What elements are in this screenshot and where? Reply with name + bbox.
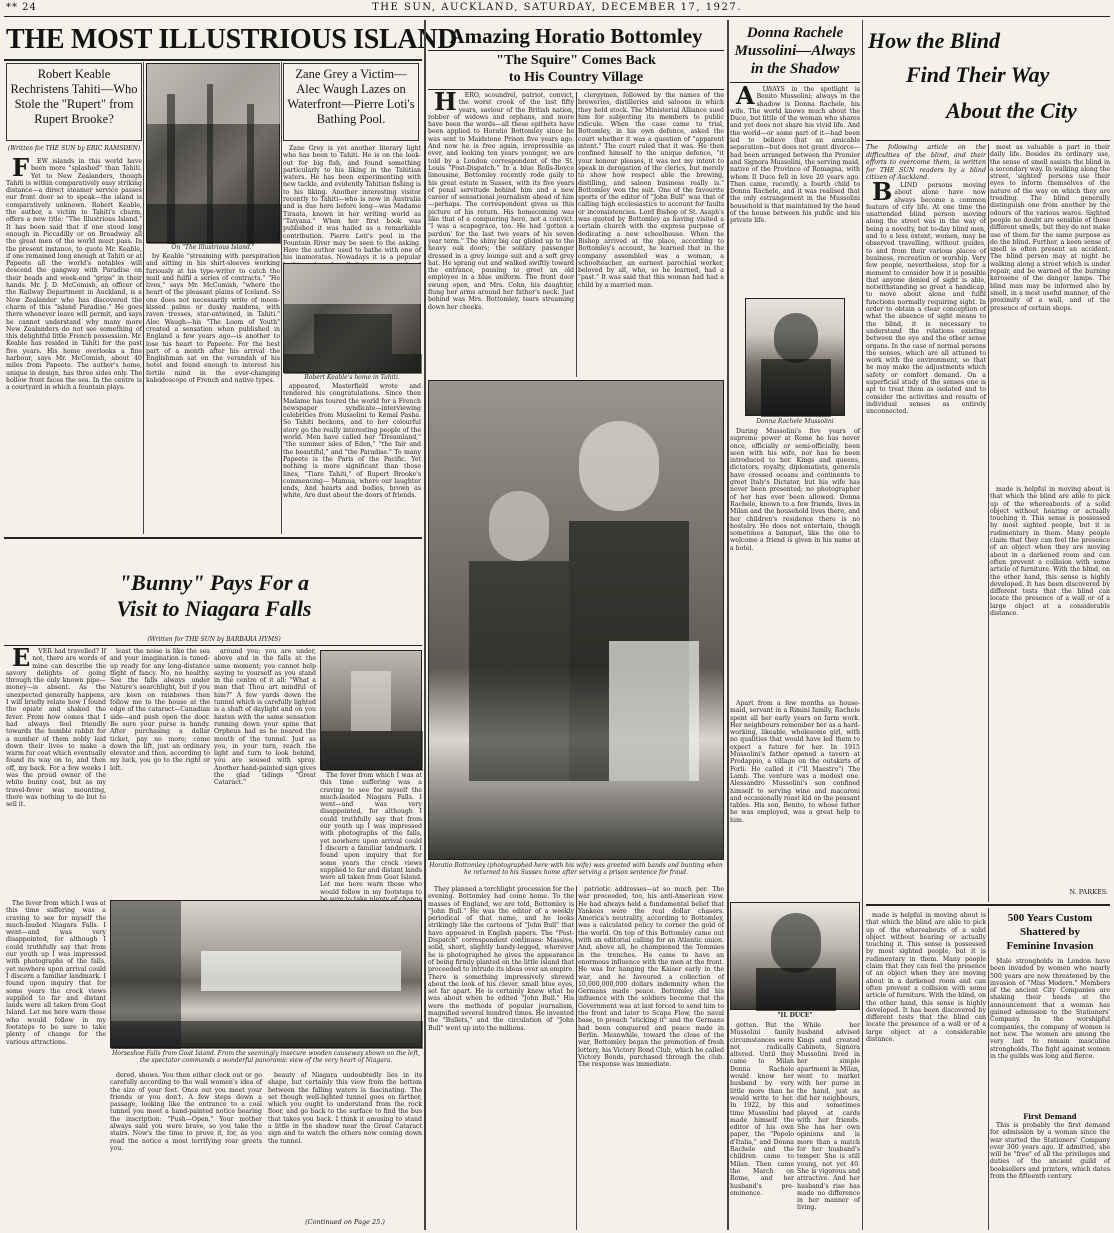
blind-headline-3: About the City xyxy=(946,98,1077,123)
tahiti-column-3 xyxy=(283,145,421,261)
niagara-column-1 xyxy=(6,643,106,898)
mussolini-headline-2: Mussolini—Always xyxy=(734,43,856,59)
mussolini-text-2: During Mussolini's five years of supreme power at Rome he has never once, officially or semi-officially, been seen with his wife, nor has he been introduced to her. Kings and queens, dictators, royalty, diplomatists, generals have crossed oceans and continents to greet Italy's Dictator, but his wife has never been presented; no photographer of her has ever been allowed. Donna Rachele, known to a few friends, lives in Milan and the household lives there, and her children's residence there is no hostelry. He does not entertain, though sometimes a banquet, like the one to welcome a friend is given in his name at a hotel. xyxy=(730,428,860,552)
blind-column-1b xyxy=(866,912,986,1230)
niagara-text-3: least the noise is like the sea and your imagination is tuned-up ready for any long-distance flight of fancy. No, no healthy. See the falls always under Nature's searchlight, but if you are keen on rainbows then follow me to the house at the edge of the cataract—Canadian side—and push open the door. Be sure your purse is handy. After purchasing a dollar ticket, pay no more; come down the lift, just an ordinary elevator and then, according to my luck, you go to the right or left. xyxy=(110,648,210,772)
horseshoe-falls-photo xyxy=(110,900,422,1048)
niagara-text-2b: The fever from which I was at this time suffering was a craving to see for myself the much-lauded Niagara Falls. I went—and was very disappointed, for although I could truthfully say that from our youth up I was impressed with photographs of the falls, yet nowhere upon arrival could I discern a familiar landmark. I found upon inquiry that for some years the crock views supplied to far and distant lands were all taken from Goat Island. Let me here warn those who would follow in my footsteps to be sure to take plenty of change for the various attractions. xyxy=(6,900,106,1046)
tahiti-palm-photo xyxy=(146,63,280,243)
niagara-photo-caption: Horseshoe Falls from Goat Island. From the seemingly insecure wooden causeway shown on the left, the spectator commands a wonderful panoramic view of the very heart of Niagara. xyxy=(112,1050,420,1064)
mussolini-column-4 xyxy=(730,1022,794,1230)
custom-column-2 xyxy=(990,1122,1110,1230)
tahiti-column-1 xyxy=(6,153,142,533)
niagara-headline-1: "Bunny" Pays For a xyxy=(118,570,310,595)
bottomley-text-3: They planned a torchlight procession for the evening. Bottomley had come home. To the masses of England, we are told, Bottomley is "John Bull." He was the editor of a weekly periodical of that name, and he looks strikingly like the cartoons of "John Bull" that have appeared in English papers. The "Post-Dispatch" correspondent continues: Massive, solid, short, slightly bandy-legged, wherever he is photographed he gives the appearance of being firmly planted on the little island that proceeded to intrude its ideas over an empire. There is something impressively shrewd about the look of his clever, small blue eyes, set far apart. He is certainly knew what he was about when he edited "John Bull." His were the methods of popular journalism, magnified several hundred times. He invented the "Bullets," and the circulation of "John Bull" went up into the millions. xyxy=(428,886,574,1032)
bottomley-headline-3: to His Country Village xyxy=(508,70,644,85)
mussolini-column-2 xyxy=(730,428,860,698)
bottomley-photo xyxy=(428,380,724,860)
bottomley-column-3 xyxy=(428,886,574,1230)
niagara-column-6 xyxy=(268,1072,422,1217)
bottomley-photo-caption: Horatio Bottomley (photographed here with his wife) was greeted with bands and bunting when he returned to his Sussex home after serving a prison sentence for fraud. xyxy=(429,862,723,876)
bottomley-column-4 xyxy=(578,886,724,1230)
blind-headline-1: How the Blind xyxy=(868,28,1001,53)
niagara-column-5 xyxy=(110,1072,262,1217)
blind-text-1b: made is helpful in moving about is that which the blind are able to pick up of the whereabouts of a solid object without hearing or actually touching it. This sense is possessed by most sighted people, but it is rudimentary in them. Many people claim that they can feel the presence of an object when they are moving about in a darkened room and can often prevent a collision with some article of furniture. With the blind, on the other hand, this sense is highly developed. It has been discovered by different tests that the blind can locate the presence of a wall or of a large object at a considerable distance. xyxy=(866,912,986,1044)
mussolini-text-3: Apart from a few months as house-maid, servant in a Rimini family, Rachele spent all her early years on farm work. Her neighbours remember her as a hard-working, likeable, wholesome girl, with no qualities that would have led them to expect a future for her. In 1915 Mussolini's father opened a tavern at Predappio, a village on the outskirts of Forli. He called it ("Il Maestro") The Lamb. The venture was a modest one. Alessandro Mussolini's son confined himself to serving wine and macaroni and occasionally roast kid on the peasant tables. His son, Benito, to whose father he was employed, was a great help to him. xyxy=(730,700,861,824)
mussolini-text-4: gotten. But the Mussolini family circumstances were not radically altered. Until they came to Milan Donna Rachele would know her husband by very little more than he would write to her. In 1922, by this time Mussolini had made himself the editor of his own paper, the "Popolo d'Italia," and Donna Rachele and the children came to Milan. Then came the March on Rome, and her husband's pre-eminence. xyxy=(730,1022,794,1197)
tahiti-byline: (Written for THE SUN by ERIC RAMSDEN) xyxy=(7,145,141,152)
bottomley-headline-1: Amazing Horatio Bottomley xyxy=(449,24,703,48)
tahiti-column-2 xyxy=(146,253,280,533)
niagara-text-6: beauty of Niagara undoubtedly lies in its shape, but certainly this view from the bottom between the falling waters is fascinating. The set though well-lighted tunnel goes on farther, which you ought to understand from the rock floor, and go back to the surface to find the bus that takes you back. I think it amusing to stand a little in the shadow near the Great Cataract sign and to watch the others now coming down the tunnel. xyxy=(268,1072,422,1145)
niagara-column-3 xyxy=(110,648,210,898)
mussolini-column-5 xyxy=(797,1022,860,1230)
niagara-column-2 xyxy=(320,772,422,897)
niagara-text-1: EVER had travelled? If not, there are words of mine can describe the savory delights of going through the only known pipe—money—is absent. As the unexpected generally happens, I will briefly relate how I found the opiate and shaked the fever. From how comes that I had always feel friendly towards the humble rabbit for a number of them nobly laid down their lives to make a warm fur coat which eventually found its way on to, and then off, my back. For a few weeks I was the proud owner of the white bunny coat, but as my travel-fever was mounting, there was nothing to do but to sell it. xyxy=(6,643,106,809)
tahiti-text-4: appeared, Masterfield wrote and tendered his congratulations. Since then Madame has toured the world for a French newspaper syndicate—interviewing celebrities from Mussolini to Kemal Pasha. So Tahiti beckons, and to her colourful story go the really interesting people of the world. Men have called her "Dreamland," "the summer isles of Eden," "the fair and the beautiful," and "the Paradise." To many Papeete is the Paris of the Pacific. Yet nothing is more significant than those lines, "Tiare Tahiti," of Rupert Brooke's commencing— Mamua, where our laughter ends, And hearts and bodies, brown as white, Are dust about the doors of friends. xyxy=(283,383,421,500)
tahiti-photo2-caption: Robert Keable's home in Tahiti. xyxy=(304,374,400,381)
mussolini-column-1 xyxy=(730,81,860,296)
niagara-headline-2: Visit to Niagara Falls xyxy=(116,596,312,621)
niagara-corner-photo xyxy=(320,650,422,770)
tahiti-text-3: Zane Grey is yet another literary light who has been to Tahiti. He is on the look-out for big fish, and found something particularly to his liking in the Tahitian waters. He has been experimenting with new tackle, and evidently Tahitian fishing is to his liking. Another interesting visitor recently to Tahiti—who is now in Australia and is due here before long—was Madame Tiraata, known in her writing world as "Tatyana." When her first book was published it was hailed as a remarkable contribution. Pierre Loti's pool in the Fountain River may be seen to the asking. Here the author used to bathe with one of his inamoratas. Nowadays it is a popular xyxy=(283,145,421,262)
page-number: ** 24 xyxy=(6,2,37,13)
mussolini-headline-1: Donna Rachele xyxy=(746,25,844,41)
bottomley-column-2 xyxy=(578,92,724,377)
tahiti-deck-left: Robert Keable Rechristens Tahiti—Who Stole the "Rupert" from Rupert Brooke? xyxy=(6,63,142,141)
bottomley-text-1: HERO, scoundrel, patriot, convict, the worst crook of the last fifty years, saviour of the British nation, robber of widows and orphans, and more have been the words—all these epithets have been applied to Horatio Bottomley since he was sent to Maidstone Prison five years ago. And now he is free again, irrepressible as ever, and looking ten years younger, we are told by a London correspondent of the St. Louis "Post-Dispatch." In a blue Rolls-Royce limousine, Bottomley recently rode gaily to his great estate in Sussex, with its five years of penal servitude behind him and a new career of sensational journalism ahead of him—perhaps. The correspondent gives us this picture of his return. His homecoming was like that of a conquering hero, not a convict. "I was a scapegrace, too. He had 'gotten a pardon' for the last two years of his seven year term." The shiny big car glided up to the heavy oak doors; the solitary passenger dressed in a grey lounge suit and a soft grey hat. He sprang out and walked swiftly toward the entrance, pausing to greet an old employee in a blue uniform. The front door swung open, and Mrs. Cohn, his daughter, flung her arms around her father's neck. Just behind was Mrs. Bottomley, tears streaming down her cheeks. xyxy=(428,87,574,311)
masthead-title: THE SUN, AUCKLAND, SATURDAY, DECEMBER 17, 1927. xyxy=(372,2,742,13)
il-duce-caption: "IL DUCE" xyxy=(777,1012,813,1019)
tahiti-deck-right: Zane Grey a Victim—Alec Waugh Lazes on Waterfront—Pierre Loti's Bathing Pool. xyxy=(283,63,419,141)
custom-column-1 xyxy=(990,958,1110,1108)
custom-headline-3: Feminine Invasion xyxy=(1006,940,1094,952)
keable-home-photo xyxy=(283,263,421,373)
blind-column-2 xyxy=(990,144,1110,484)
tahiti-text-1: FEW islands in this world have been more "splashed" than Tahiti. Yet to New Zealanders, though Tahiti is within comparatively easy striking distance—a direct steamer service passes our front door so to speak—the island is comparatively unknown. Robert Keable, the author, a victim to Tahiti's charm, offers a new title: "The Illustrious Island." It has been said that if one stood long enough in Piccadilly or on Broadway all the great men of the world must pass. In the present instance, to quote Mr. Keable, if one remained long enough at Tahiti or at Papeete all the world's notables will descend the gangway with Paradise on their heads and week-end "grips" in their hands. Mr. J. D. McComish, an officer of the Railway Department in Auckland, is a New Zealander who has discovered the charm of this "island Paradise." He goes there whenever leave will permit, and says he cannot understand why many more New Zealanders do not see something of this delightful little French possession. Mr. Keable has resided in Tahiti for the past five years. His home overlooks a fine harbour, says Mr. McComish, about 40 miles from Papeete. The author's home, unique in design, has three sides only. The hollow front faces the sea. In the centre is a courtyard in which a fountain plays. xyxy=(6,153,142,392)
tahiti-column-4 xyxy=(283,383,421,533)
custom-headline-1: 500 Years Custom xyxy=(1007,912,1093,924)
tahiti-text-2: by Keable "streaming with perspiration and sitting in his shirt-sleeves working furiously at his type-writer to catch the mail and fulfil a series of contracts." "He lives," says Mr. McComish, "where the heart of the pleasant plains of Iceland. So one does not necessarily write of moon-kissed palms or dusky maidens, with raven tresses, star-entwined, in Tahiti." Alec Waugh—his "The Loom of Youth" created a sensation when published in England a few years ago—is another to lose his heart to Papeete. For the best part of a month after his arrival the Englishman sat on the verandah of his hotel and found enough to interest his fertile mind in the ever-changing kaleidoscope of French and native types. xyxy=(146,253,280,385)
blind-text-3: made is helpful in moving about is that which the blind are able to pick up of the whereabouts of a solid object without hearing or actually touching it. This sense is possessed by most sighted people, but it is rudimentary in them. Many people claim that they can feel the presence of an object when they are moving about in a darkened room and can often prevent a collision with some article of furniture. With the blind, on the other hand, this sense is highly developed. It has been discovered by different tests that the blind can locate the presence of a wall or of a large object at a considerable distance. xyxy=(990,486,1110,618)
custom-text-1: Male strongholds in London have been invaded by women who nearly 500 years are now threatened by the invasion of "Miss Modern." Members of the ancient City Companies are shaking their heads at the announcement that a woman has gained admission to the Stationers' Company. In the worshipful companies, the company of women is not new. The women are among the very last to remain masculine strongholds. The fight against women in the guilds was long and fierce. xyxy=(990,958,1110,1060)
blind-intro: The following article on the difficulties of the blind, and their efforts to overcome them, is written for THE SUN readers by a blind citizen of Auckland. xyxy=(866,144,986,181)
mussolini-column-3 xyxy=(730,700,860,900)
blind-author: N. PARKES. xyxy=(1069,888,1108,896)
niagara-continued: (Continued on Page 25.) xyxy=(305,1218,385,1226)
blind-headline-2: Find Their Way xyxy=(906,62,1050,87)
masthead-rule xyxy=(4,16,1110,17)
custom-subhead: First Demand xyxy=(1023,1112,1077,1121)
donna-rachele-photo xyxy=(745,298,845,416)
tahiti-photo1-caption: On "The Illustrious Island." xyxy=(171,244,255,251)
custom-headline-2: Shattered by xyxy=(1020,926,1080,938)
blind-headline-block xyxy=(866,22,1110,140)
niagara-text-2: The fever from which I was at this time suffering was a craving to see for myself the much-lauded Niagara Falls. I went—and was very disappointed, for although I could truthfully say that from our youth up I was impressed with photographs of the falls, yet nowhere upon arrival could I discern a familiar landmark. I found upon inquiry that for some years the crock views supplied to far and distant lands were all taken from Goat Island. Let me here warn those who would follow in my footsteps to xyxy=(320,772,422,896)
custom-text-2: This is probably the first demand for admission by a woman since the war started the Stationers' Company over 300 years ago. If admitted, she will be "free" of all the privileges and duties of the ancient guild of booksellers and printers, which dates from the fifteenth century. xyxy=(990,1122,1110,1181)
mussolini-text-1: ALWAYS in the spotlight is Benito Mussolini; always in the shadow is Donna Rachele, his wife. The world knows much about the Duce, but little of the woman who shares and yet does not share his vivid life. And the world—or some part of it—had been led to believe that an amicable separation—but does not grant divorce—had been arranged between the Premier and Signora Mussolini, the serving maid, native of the Province of Romagna, with whom Il Duce fell in love 20 years ago. Then came, recently, a fourth child to Donna Rachele, and it was realised that the only estrangement in the Mussolini household is that maintained by the head of the house between his public and his private life. xyxy=(730,81,860,225)
blind-text-1: BLIND persons moving about alone have now always become a common feature of city life. At one time the unattended blind person moving along the street was in the way of being a novelty, but to-day blind men, and to a less extent, women, may be observed travelling, without guides, to and from their various places of business, recreation or worship. Very few people, nevertheless, stop for a moment to consider how it is possible that anyone denied of sight is able, notwithstanding so great a handicap, to move about alone and fulfil functions normally requiring sight. In order to obtain a clear conception of what the absence of sight means to the blind, it is necessary to understand the relations existing between the eye and the other sense organs. In the case of normal persons the senses, which are all attuned to work with the environment, so that he may make the adjustments which safety or comfort demand. On a superficial study of the senses one is apt to treat them as isolated and to consider the activities and results of individual senses as entirely unconnected. xyxy=(866,177,986,416)
il-duce-photo xyxy=(730,902,860,1010)
blind-column-1 xyxy=(866,177,986,902)
bottomley-headline-2: "The Squire" Comes Back xyxy=(496,53,656,68)
bottomley-text-2: clergymen, followed by the names of the breweries, distilleries and saloons in which they held stock. The Ministerial Alliance sued him for subjecting its members to public ridicule. When the case came to trial, Bottomley, in his own defence, asked the court whether it was a question of "apparent intent." The court ruled that it was. He then confined himself to the unique defence, "it your honour pleases, it was not my intent to speak in derogation of the clerics, but merely to show how respect able the brewing, distilling, and saloon business really is." Bottomley won the suit. One of the favourite sports of the editor of "John Bull" was that of calling high ecclesiastics to account for faults or inconsistencies. Lord Bishop of St. Asaph's was quoted by Bottomley as having visited a certain church with the express purpose of dedicating a new schoolhouse. When the Bishop arrived at the place, according to Bottomley's account, he learned that in the company assembled was a woman, a schoolteacher, an earnest parochial worker, beloved by all, who, so he learned, had a "past." It was said that this woman had had a child by a married man. xyxy=(578,92,724,289)
niagara-column-4 xyxy=(214,648,316,898)
mussolini-headline-3: in the Shadow xyxy=(750,61,840,77)
niagara-column-2b xyxy=(6,900,106,1230)
mussolini-photo-caption: Donna Rachele Mussolini xyxy=(756,418,834,425)
niagara-text-5: dered, shows. You then either clock out or go carefully according to the wall women's idea of the size of your feet. Once out you meet your friends or you don't. A few steps down a passage, looking like the entrance to a coal tunnel you meet a hand-painted notice bearing the inscription: "Push—Open." Your mother always said you were brave, so you take the stairs. Now's the time to prove it, for, as you read the notice a most terrifying roar greets you. xyxy=(110,1072,262,1152)
blind-column-3 xyxy=(990,486,1110,886)
bottomley-column-1 xyxy=(428,87,574,377)
mussolini-text-5: While her husband advised Kings and created Cabinets, Signora Mussolini lived in her simple apartment in Milan, went to market with her purse in the hand, just as did her neighbours, and sometimes played at cards with her friends. She has her own opinions and is more than a match for her husband's temper. She is still young, not yet 40. She is vigorous and attractive. And her husband's rise has made no difference in her manner of living. xyxy=(797,1022,860,1212)
tahiti-headline: THE MOST ILLUSTRIOUS ISLAND xyxy=(6,24,458,55)
blind-text-2: most as valuable a part in their daily life. Besides its ordinary use, the sense of smell assists the blind in a secondary way. In walking along the street, 'sighted' persons use their eyes to inform themselves of the nature of the way on which they are treading. The blind generally distinguish one from another by the odours of the various wares. Sighted people no doubt are sensible of these different smells, but they do not make use of them for the same purpose as do the blind. Further, a keen sense of smell is often present an accident. The blind person may at night be walking along a street which is under repair, and be warned of the burning kerosene of the danger lamps. The blind man may be informed also by smell, in a most useful manner, of the proximity of a wall, and of the presence of certain shops. xyxy=(990,144,1110,312)
bottomley-text-4: patriotic addresses—at so much per. The war proceeded, too, his anti-American view. He had always held a fundamental belief that Yankees were the real dollar chasers. America's neutrality, according to Bottomley, was a calculated policy to corner the gold of the world. On top of this Bottomley came out with an editorial calling for an Atlantic union. And, above all, he championed the Tommies in the trenches. He came to have an enormous influence with the men at the front. He was for hanging the Kaiser early in the war, and he favoured a collection of 10,000,000,000 dollars indemnity when the Germans made peace. Bottomley did his influence with the soldiers become that the Government was at last forced to send him to the front and later to Scapa Flow, the naval base, to preach "sticking it" and the Germans had been conquered and peace made in Berlin. Meanwhile, toward the close of the war, Bottomley began the promotion of fresh lottery, his Victory Bond Club, which he called Victory Bonds, purchased through the club. The response was immediate. xyxy=(578,886,724,1069)
niagara-text-4: around you; you are under, above and in the falls at the same moment; you cannot help saying to yourself as you stand in the centre of it all: "What a man that Thou art mindful of him?" A few yards down the tunnel which is carefully lighted is a shaft of daylight and on you hasten with the same sensation running down your spine that Orpheus had as he neared the mouth of the tunnel. Just as you, in your turn, reach the light and turn to look behind, you are soused with spray. Another hand-painted sign gives the glad tidings "Great Cataract." xyxy=(214,648,316,787)
niagara-byline: (Written for THE SUN by BARBARA HYMS) xyxy=(147,636,281,643)
